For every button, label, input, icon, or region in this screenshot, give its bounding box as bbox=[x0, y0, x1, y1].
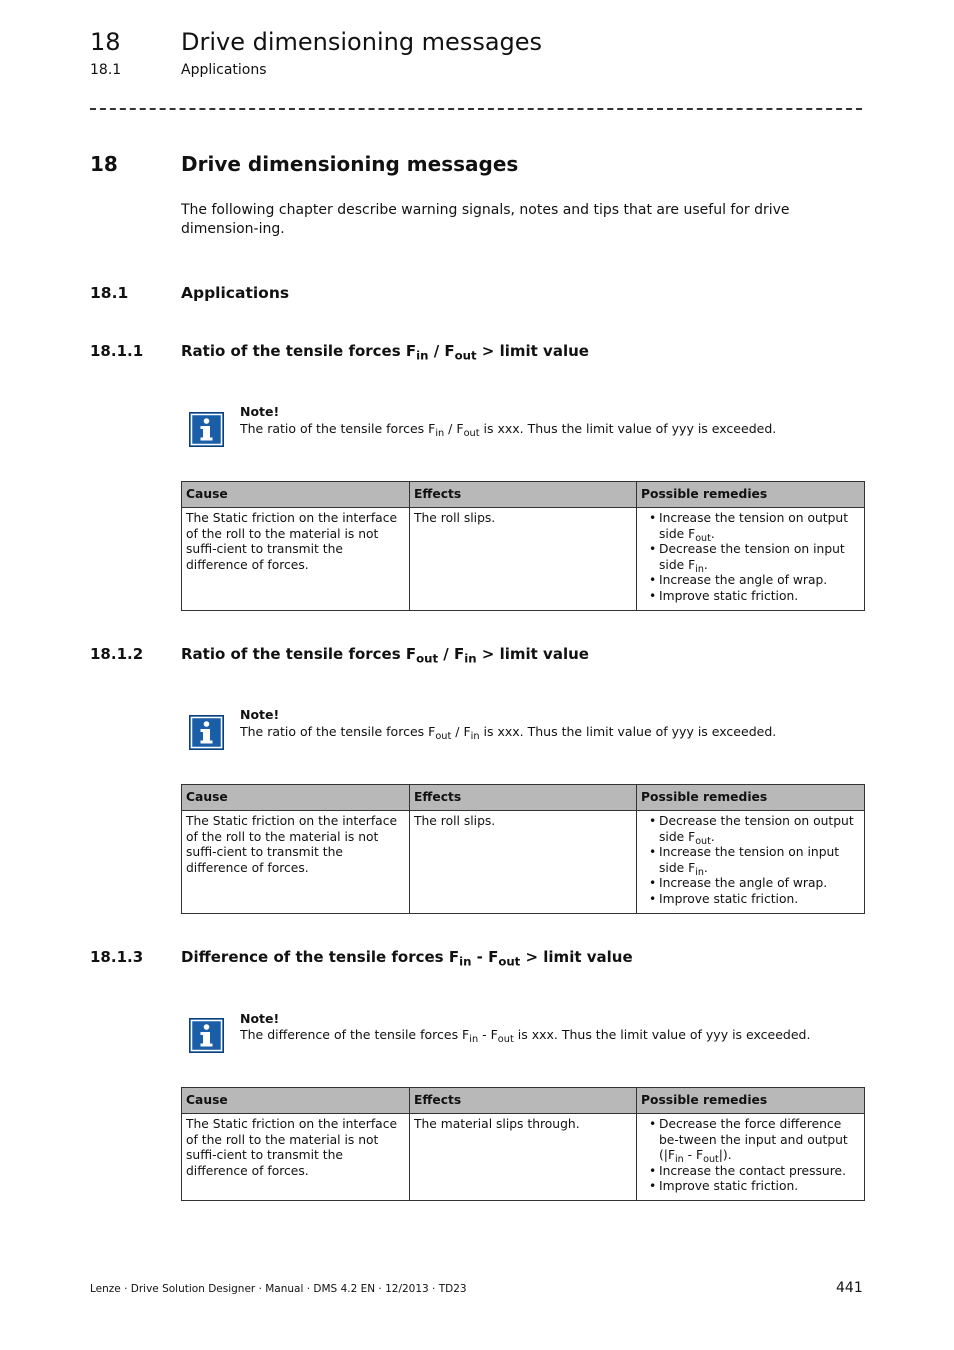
subsection-title: Ratio of the tensile forces $F_{in} / F_{out}$ > limit value bbox=[181, 342, 589, 363]
note-text: The ratio of the tensile forces $F_{in} / F_{out}$ is xxx. Thus the limit value of yyy is exceeded. bbox=[240, 421, 777, 439]
subsection-number: 18.1.2 bbox=[90, 645, 144, 663]
list-item: • Increase the contact pressure. bbox=[659, 1164, 860, 1180]
messages-table bbox=[181, 784, 865, 914]
cause-cell: The Static friction on the interface of the roll to the material is not suffi-cient to transmit the difference of forces. bbox=[182, 1114, 410, 1201]
info-icon bbox=[189, 715, 224, 750]
subsection-title: Difference of the tensile forces $F_{in} - F_{out}$ > limit value bbox=[181, 948, 633, 969]
footer-text: Lenze · Drive Solution Designer · Manual · DMS 4.2 EN · 12/2013 · TD23 bbox=[90, 1283, 467, 1295]
section-title: Applications bbox=[181, 284, 290, 302]
column-header-cause: Cause bbox=[182, 785, 410, 811]
list-item: • Increase the angle of wrap. bbox=[659, 573, 860, 589]
header-divider bbox=[90, 108, 862, 110]
subsection-number: 18.1.3 bbox=[90, 948, 144, 966]
chapter-title: Drive dimensioning messages bbox=[181, 152, 519, 176]
column-header-remedies: Possible remedies bbox=[637, 785, 865, 811]
column-header-cause: Cause bbox=[182, 1088, 410, 1114]
column-header-cause: Cause bbox=[182, 482, 410, 508]
info-icon bbox=[189, 412, 224, 447]
list-item: • Increase the tension on output side $F_{out}$. bbox=[659, 511, 860, 542]
effect-cell: The material slips through. bbox=[410, 1114, 637, 1201]
chapter-intro: The following chapter describe warning signals, notes and tips that are useful for drive dimension-ing. bbox=[181, 202, 790, 237]
messages-table bbox=[181, 1087, 865, 1201]
list-item: • Decrease the force difference be-tween the input and output $(|F_{in} - F_{out}|)$. bbox=[659, 1117, 860, 1164]
list-item: • Decrease the tension on input side $F_{in}$. bbox=[659, 542, 860, 573]
table-header-row bbox=[182, 482, 865, 508]
table-row bbox=[182, 811, 865, 914]
info-icon bbox=[189, 1018, 224, 1053]
remedies-cell bbox=[637, 508, 865, 611]
note-label: Note! bbox=[240, 1011, 280, 1026]
table-header-row bbox=[182, 1088, 865, 1114]
section-number: 18.1 bbox=[90, 284, 129, 302]
remedies-cell bbox=[637, 1114, 865, 1201]
running-header-chapter-title: Drive dimensioning messages bbox=[181, 28, 543, 56]
note-label: Note! bbox=[240, 707, 280, 722]
effect-cell: The roll slips. bbox=[410, 811, 637, 914]
table-row bbox=[182, 1114, 865, 1201]
column-header-effects: Effects bbox=[410, 785, 637, 811]
running-header-section-number: 18.1 bbox=[90, 62, 122, 78]
running-header-section-title: Applications bbox=[181, 62, 267, 78]
running-header-chapter-number: 18 bbox=[90, 28, 121, 56]
messages-table bbox=[181, 481, 865, 611]
column-header-effects: Effects bbox=[410, 482, 637, 508]
list-item: • Increase the tension on input side $F_{in}$. bbox=[659, 845, 860, 876]
note-text: The difference of the tensile forces $F_{in} - F_{out}$ is xxx. Thus the limit value of yyy is exceeded. bbox=[240, 1027, 811, 1045]
cause-cell: The Static friction on the interface of the roll to the material is not suffi-cient to transmit the difference of forces. bbox=[182, 508, 410, 611]
note-text: The ratio of the tensile forces $F_{out} / F_{in}$ is xxx. Thus the limit value of yyy is exceeded. bbox=[240, 724, 777, 742]
note-label: Note! bbox=[240, 404, 280, 419]
chapter-number: 18 bbox=[90, 152, 118, 176]
effect-cell: The roll slips. bbox=[410, 508, 637, 611]
table-header-row bbox=[182, 785, 865, 811]
column-header-remedies: Possible remedies bbox=[637, 482, 865, 508]
column-header-remedies: Possible remedies bbox=[637, 1088, 865, 1114]
list-item: • Decrease the tension on output side $F_{out}$. bbox=[659, 814, 860, 845]
subsection-title: Ratio of the tensile forces $F_{out} / F_{in}$ > limit value bbox=[181, 645, 589, 666]
list-item: • Increase the angle of wrap. bbox=[659, 876, 860, 892]
column-header-effects: Effects bbox=[410, 1088, 637, 1114]
list-item: • Improve static friction. bbox=[659, 589, 860, 605]
cause-cell: The Static friction on the interface of the roll to the material is not suffi-cient to transmit the difference of forces. bbox=[182, 811, 410, 914]
table-row bbox=[182, 508, 865, 611]
list-item: • Improve static friction. bbox=[659, 1179, 860, 1195]
page-number: 441 bbox=[836, 1280, 863, 1296]
subsection-number: 18.1.1 bbox=[90, 342, 144, 360]
remedies-cell bbox=[637, 811, 865, 914]
list-item: • Improve static friction. bbox=[659, 892, 860, 908]
